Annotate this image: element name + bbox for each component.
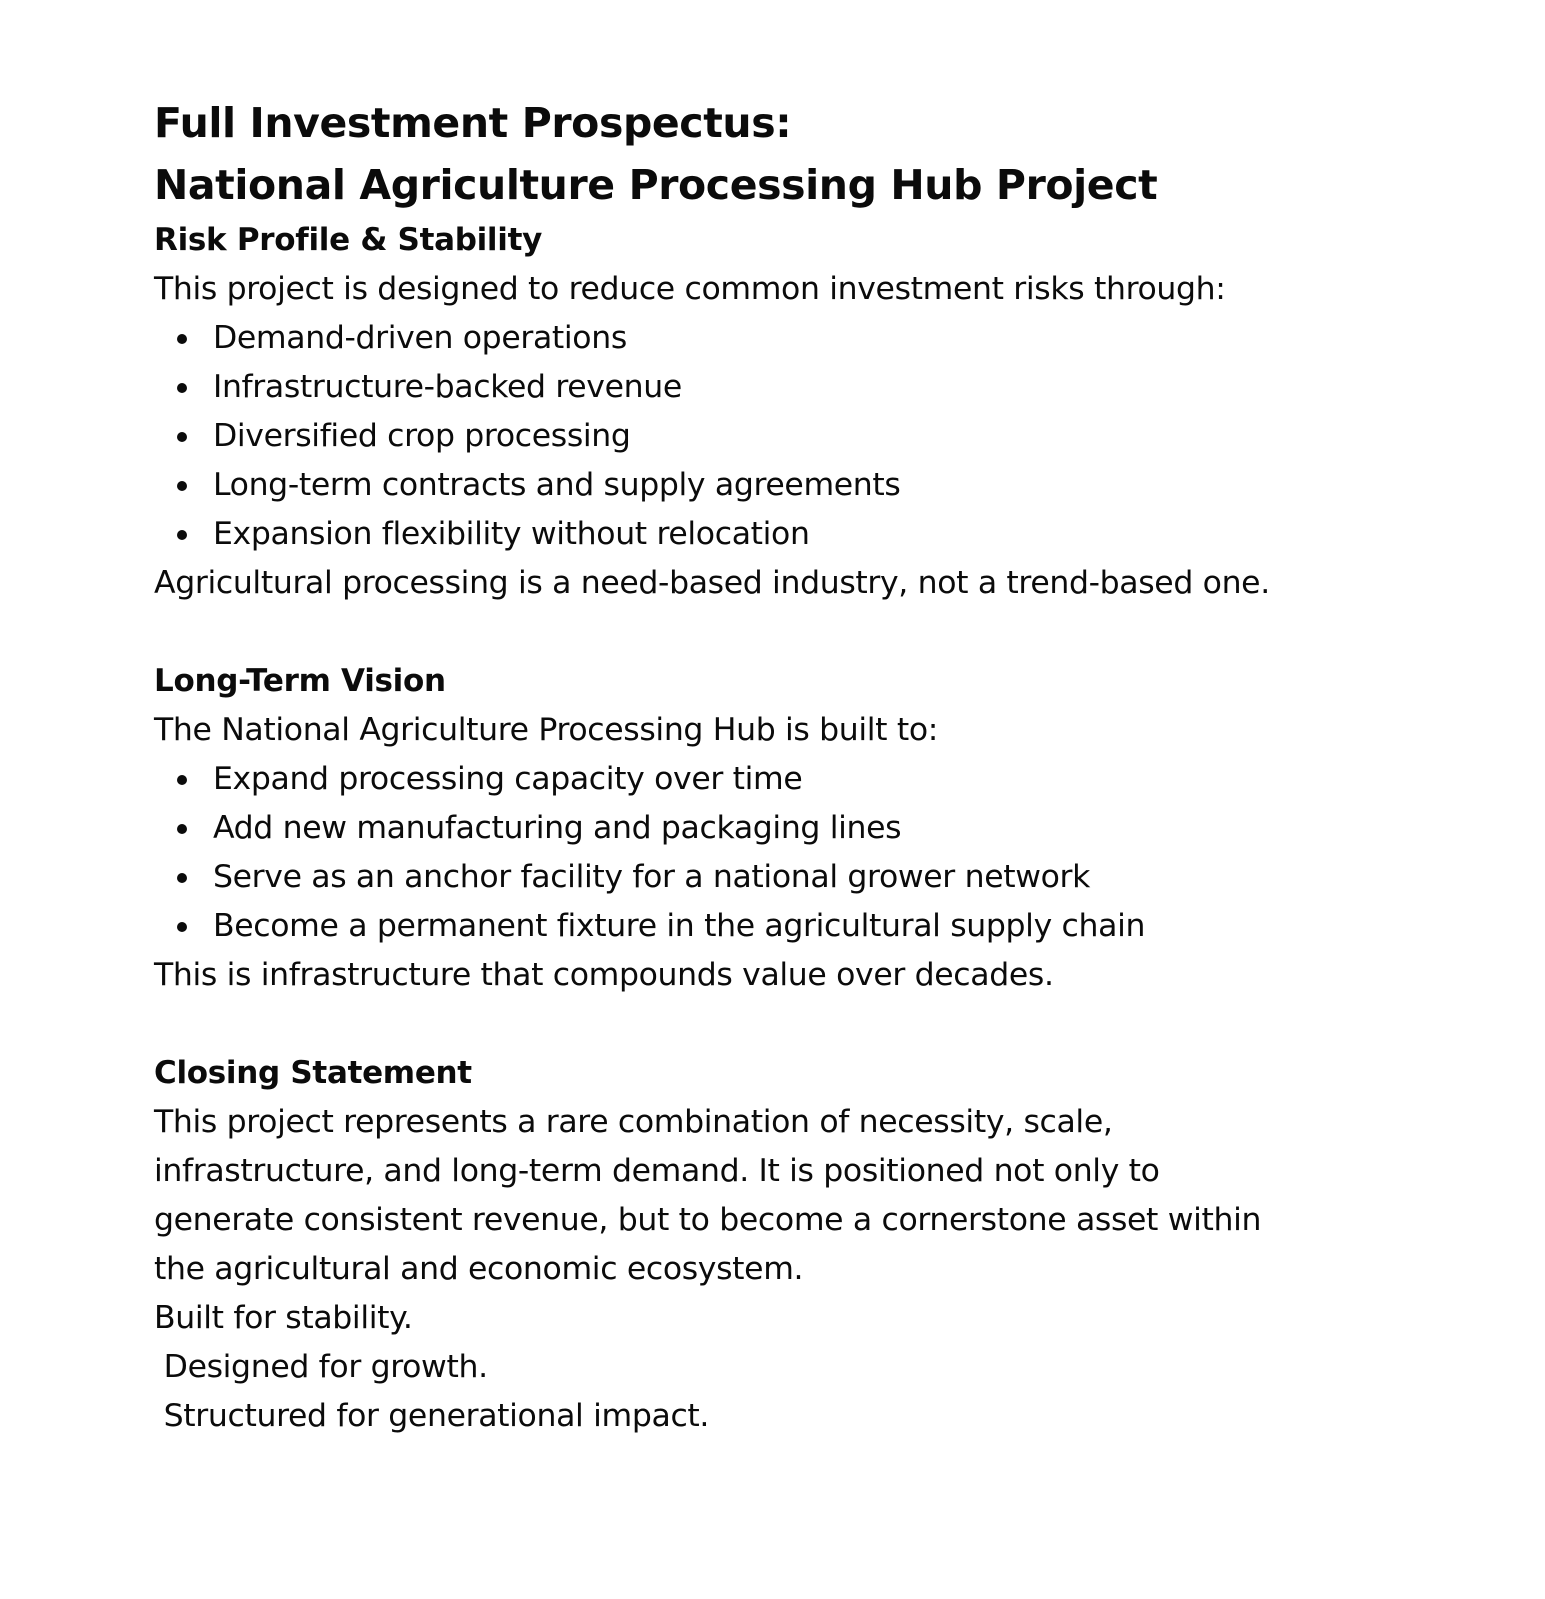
long-term-vision-section [154, 657, 1414, 1000]
closing-paragraph-line: infrastructure, and long-term demand. It is positioned not only to [154, 1153, 1160, 1189]
vision-section-heading: Long-Term Vision [154, 663, 446, 699]
closing-tagline: Designed for growth. [154, 1349, 488, 1385]
list-item-text: Demand-driven operations [213, 320, 627, 356]
bullet-icon [177, 383, 187, 393]
closing-tagline: Built for stability. [154, 1300, 413, 1336]
bullet-icon [177, 334, 187, 344]
bullet-icon [177, 922, 187, 932]
list-item-text: Add new manufacturing and packaging lines [213, 810, 902, 846]
risk-section-intro: This project is designed to reduce common investment risks through: [154, 271, 1226, 307]
section-spacer [154, 608, 1414, 657]
list-item-text: Diversified crop processing [213, 418, 631, 454]
list-item [154, 314, 1414, 363]
closing-paragraph-line: generate consistent revenue, but to become a cornerstone asset within [154, 1202, 1262, 1238]
vision-bullet-list [154, 755, 1414, 951]
risk-section-conclusion: Agricultural processing is a need-based industry, not a trend-based one. [154, 565, 1270, 601]
list-item-text: Serve as an anchor facility for a national grower network [213, 859, 1091, 895]
list-item [154, 461, 1414, 510]
prospectus-document [154, 92, 1414, 1441]
list-item [154, 510, 1414, 559]
list-item-text: Expand processing capacity over time [213, 761, 803, 797]
list-item [154, 755, 1414, 804]
document-title-line-1: Full Investment Prospectus: [154, 99, 792, 147]
bullet-icon [177, 873, 187, 883]
bullet-icon [177, 481, 187, 491]
list-item [154, 412, 1414, 461]
list-item [154, 853, 1414, 902]
closing-paragraph-line: This project represents a rare combination of necessity, scale, [154, 1104, 1113, 1140]
risk-section-heading: Risk Profile & Stability [154, 222, 543, 258]
list-item-text: Expansion flexibility without relocation [213, 516, 810, 552]
risk-bullet-list [154, 314, 1414, 559]
bullet-icon [177, 824, 187, 834]
list-item-text: Long-term contracts and supply agreements [213, 467, 901, 503]
closing-paragraph-line: the agricultural and economic ecosystem. [154, 1251, 804, 1287]
closing-statement-section [154, 1049, 1414, 1441]
bullet-icon [177, 432, 187, 442]
list-item [154, 804, 1414, 853]
list-item-text: Infrastructure-backed revenue [213, 369, 682, 405]
vision-section-intro: The National Agriculture Processing Hub is built to: [154, 712, 939, 748]
list-item [154, 902, 1414, 951]
closing-section-heading: Closing Statement [154, 1055, 472, 1091]
document-title-line-2: National Agriculture Processing Hub Project [154, 161, 1158, 209]
bullet-icon [177, 775, 187, 785]
vision-section-conclusion: This is infrastructure that compounds value over decades. [154, 957, 1054, 993]
list-item [154, 363, 1414, 412]
section-spacer [154, 1000, 1414, 1049]
list-item-text: Become a permanent fixture in the agricultural supply chain [213, 908, 1146, 944]
risk-profile-section [154, 216, 1414, 608]
closing-tagline: Structured for generational impact. [154, 1398, 710, 1434]
bullet-icon [177, 530, 187, 540]
